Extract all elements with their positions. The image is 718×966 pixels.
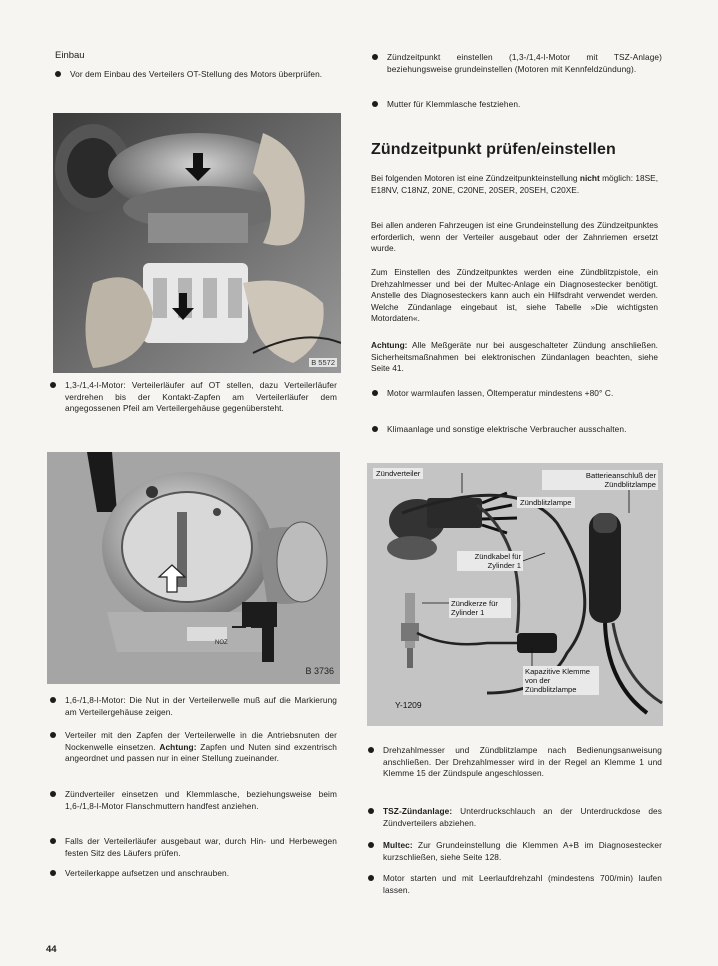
bullet-dot bbox=[55, 71, 61, 77]
label-zuendverteiler: Zündverteiler bbox=[373, 468, 423, 479]
label-kapazitive-klemme: Kapazitive Klemme von der Zündblitzlampe bbox=[523, 666, 599, 695]
photo2-caption: B 3736 bbox=[305, 666, 334, 676]
right-bullet-1-text: Zündzeitpunkt einstellen (1,3-/1,4-l-Motor mit TSZ-Anlage) beziehungsweise grundeinstellen (Motoren mit Kennfeldzündung). bbox=[387, 52, 662, 74]
right-bullet-6 bbox=[368, 806, 662, 829]
bullet-dot bbox=[368, 747, 374, 753]
bullet-dot bbox=[372, 101, 378, 107]
bullet-dot bbox=[50, 697, 56, 703]
bullet-dot bbox=[50, 838, 56, 844]
left-bullet-2-text: 1,3-/1,4-l-Motor: Verteilerläufer auf OT stellen, dazu Verteilerläufer verdrehen bis der Kontakt-Zapfen am Verteilerläufer dem angegossenen Pfeil am Verteilergehäuse gegenübersteht. bbox=[65, 380, 337, 414]
photo-distributor-rotor bbox=[53, 113, 341, 373]
right-para-4: Achtung: Alle Meßgeräte nur bei ausgeschalteter Zündung anschließen. Sicherheitsmaßnahmen bei elektronischen Zündanlagen beachten, siehe Seite 41. bbox=[371, 340, 658, 374]
right-bullet-1 bbox=[372, 52, 662, 75]
bullet-dot bbox=[50, 870, 56, 876]
right-bullet-3-text: Motor warmlaufen lassen, Öltemperatur mindestens +80° C. bbox=[387, 388, 614, 398]
left-bullet-5 bbox=[50, 789, 337, 812]
photo2-label: NOZ bbox=[215, 640, 228, 646]
right-bullet-2 bbox=[372, 99, 662, 111]
left-bullet-7 bbox=[50, 868, 337, 880]
right-bullet-7 bbox=[368, 840, 662, 863]
left-bullet-1 bbox=[55, 69, 337, 81]
page-number: 44 bbox=[46, 944, 57, 955]
left-bullet-7-text: Verteilerkappe aufsetzen und anschrauben. bbox=[65, 868, 230, 878]
photo-distributor-housing bbox=[47, 452, 340, 684]
label-zuendkerze: Zündkerze für Zylinder 1 bbox=[449, 598, 511, 618]
bullet-dot bbox=[50, 732, 56, 738]
left-heading: Einbau bbox=[55, 50, 85, 61]
left-bullet-2 bbox=[50, 380, 337, 415]
bullet-dot bbox=[50, 382, 56, 388]
diagram-code: Y-1209 bbox=[395, 700, 422, 710]
right-bullet-3 bbox=[372, 388, 662, 400]
photo-distributor-housing-illustration bbox=[47, 452, 340, 684]
diagram-timing-light-setup bbox=[367, 463, 663, 726]
left-bullet-3 bbox=[50, 695, 337, 718]
right-para-3: Zum Einstellen des Zündzeitpunktes werden eine Zündblitzpistole, ein Drehzahlmesser und bei der Multec-Anlage ein Diagnosestecker benötigt. Anstelle des Diagnosesteckers kann auch ein Hilfsdraht verwendet werden. Welche Zündanlage eingebaut ist, siehe Tabelle »Die wichtigsten Motordaten«. bbox=[371, 267, 658, 324]
section-heading: Zündzeitpunkt prüfen/einstellen bbox=[371, 141, 616, 158]
label-zuendkabel: Zündkabel für Zylinder 1 bbox=[457, 551, 523, 571]
label-batterieanschluss: Batterieanschluß der Zündblitzlampe bbox=[542, 470, 658, 490]
left-bullet-6-text: Falls der Verteilerläufer ausgebaut war, durch Hin- und Herbewegen festen Sitz des Läufers prüfen. bbox=[65, 836, 337, 858]
bullet-dot bbox=[368, 808, 374, 814]
right-para-1: Bei folgenden Motoren ist eine Zündzeitpunkteinstellung nicht möglich: 18SE, E18NV, C18NZ, 20NE, C20NE, 20SER, 20SEH, C20XE. bbox=[371, 173, 659, 195]
bullet-dot bbox=[372, 390, 378, 396]
right-bullet-2-text: Mutter für Klemmlasche festziehen. bbox=[387, 99, 521, 109]
left-bullet-4-text: Verteiler mit den Zapfen der Verteilerwelle in die Antriebsnuten der Nockenwelle einsetzen. Achtung: Zapfen und Nuten sind exzentrisch angeordnet und passen nur in einer Stellung zueinander. bbox=[65, 730, 337, 764]
right-bullet-7-text: Multec: Zur Grundeinstellung die Klemmen A+B im Diagnosestecker kurzschließen, siehe Seite 128. bbox=[383, 840, 662, 862]
right-bullet-5-text: Drehzahlmesser und Zündblitzlampe nach Bedienungsanweisung anschließen. Der Drehzahlmesser wird in der Regel an Klemme 1 und Klemme 15 der Zündspule angeschlossen. bbox=[383, 745, 662, 779]
photo-distributor-illustration bbox=[53, 113, 341, 373]
right-bullet-5 bbox=[368, 745, 662, 780]
bullet-dot bbox=[368, 875, 374, 881]
bullet-dot bbox=[50, 791, 56, 797]
bullet-dot bbox=[372, 426, 378, 432]
bullet-dot bbox=[368, 842, 374, 848]
bullet-dot bbox=[372, 54, 378, 60]
left-bullet-6 bbox=[50, 836, 337, 859]
right-bullet-4 bbox=[372, 424, 662, 436]
photo1-caption: B 5572 bbox=[311, 358, 335, 367]
right-bullet-4-text: Klimaanlage und sonstige elektrische Verbraucher ausschalten. bbox=[387, 424, 627, 434]
left-bullet-4 bbox=[50, 730, 337, 765]
left-bullet-3-text: 1,6-/1,8-l-Motor: Die Nut in der Verteilerwelle muß auf die Markierung am Verteilergehäuse zeigen. bbox=[65, 695, 337, 717]
left-bullet-1-text: Vor dem Einbau des Verteilers OT-Stellung des Motors überprüfen. bbox=[70, 69, 323, 79]
right-para-2: Bei allen anderen Fahrzeugen ist eine Grundeinstellung des Zündzeitpunktes erforderlich, wenn der Verteiler ausgebaut oder der Zahnriemen ersetzt wurde. bbox=[371, 220, 658, 254]
left-bullet-5-text: Zündverteiler einsetzen und Klemmlasche, beziehungsweise beim 1,6-/1,8-l-Motor Flanschmuttern handfest anziehen. bbox=[65, 789, 337, 811]
label-zuendblitzlampe: Zündblitzlampe bbox=[517, 497, 575, 508]
right-bullet-6-text: TSZ-Zündanlage: Unterdruckschlauch an der Unterdruckdose des Zündverteilers abziehen. bbox=[383, 806, 662, 828]
right-bullet-8 bbox=[368, 873, 662, 896]
diagram-illustration bbox=[367, 463, 663, 726]
right-bullet-8-text: Motor starten und mit Leerlaufdrehzahl (mindestens 700/min) laufen lassen. bbox=[383, 873, 662, 895]
